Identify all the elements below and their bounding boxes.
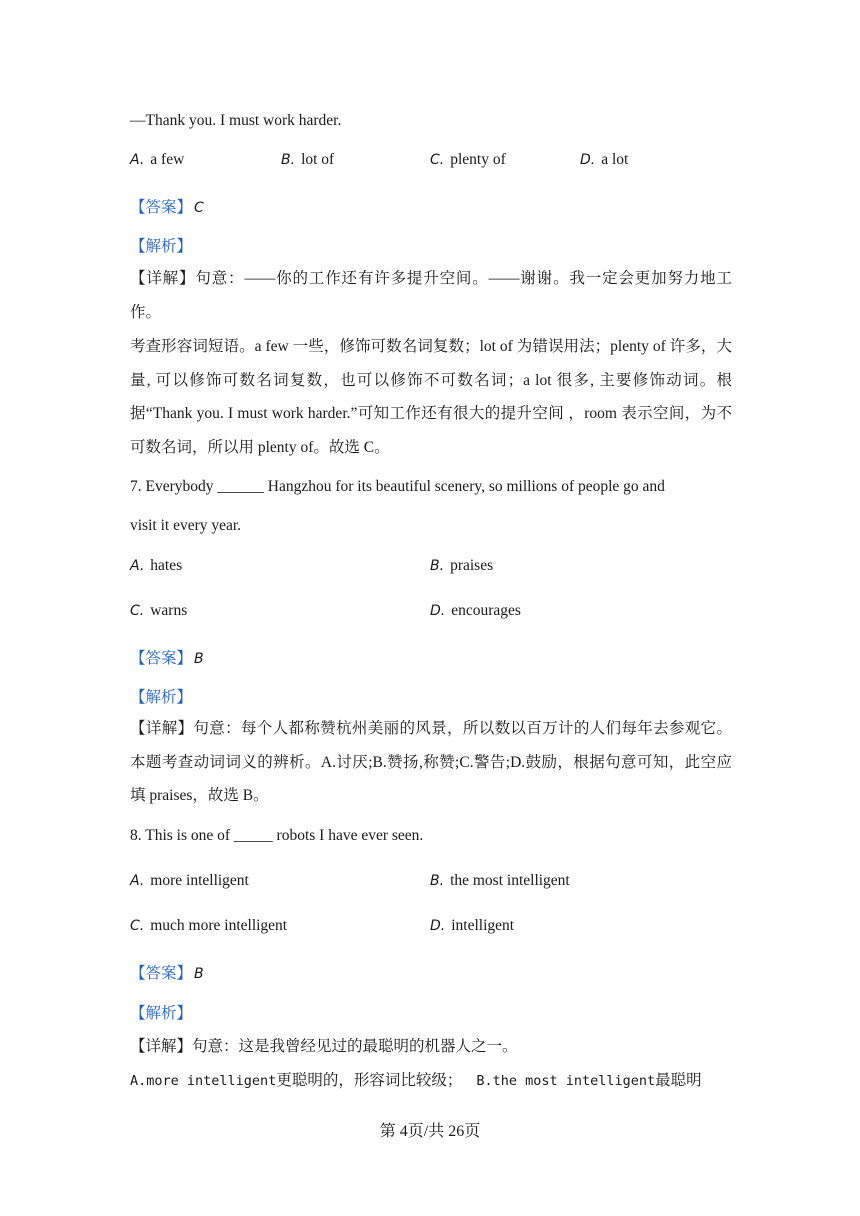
q8-option-d [430, 917, 514, 935]
option-letter: B. [430, 558, 445, 574]
option-letter: C. [430, 152, 445, 168]
option-letter: C. [130, 603, 145, 619]
q7-stem-line1: 7. Everybody ______ Hangzhou for its beautiful scenery, so millions of people go and [130, 478, 665, 495]
answer-letter: B [194, 651, 204, 667]
option-text: much more intelligent [150, 917, 288, 934]
q6-option-d [580, 151, 628, 169]
option-text: the most intelligent [450, 872, 570, 889]
option-text: intelligent [451, 917, 515, 934]
q6-detail: 【详解】句意：——你的工作还有许多提升空间。——谢谢。我一定会更加努力地工作。 [130, 270, 732, 321]
option-text: lot of [301, 151, 335, 168]
answer-tag: 【答案】 [130, 965, 193, 982]
q6-option-c [430, 151, 506, 169]
q6-option-a [130, 151, 184, 169]
option-letter: C. [130, 918, 145, 934]
answer-letter: B [194, 966, 204, 982]
q8-analysis-tag: 【解析】 [130, 1005, 193, 1022]
q7-stem-line2: visit it every year. [130, 517, 242, 534]
q8-option-a [130, 872, 249, 890]
option-letter: A. [130, 558, 145, 574]
option-letter: D. [430, 603, 446, 619]
answer-tag: 【答案】 [130, 650, 193, 667]
q7-answer [130, 646, 204, 668]
q8-stem: 8. This is one of _____ robots I have ever seen. [130, 827, 424, 844]
option-a-meaning: 更聪明的，形容词比较级； [276, 1072, 463, 1089]
q8-explanation-line [130, 1068, 732, 1090]
q7-analysis-tag: 【解析】 [130, 689, 193, 706]
option-text: a lot [601, 151, 629, 168]
option-letter: A. [130, 873, 145, 889]
q7-detail: 【详解】句意：每个人都称赞杭州美丽的风景，所以数以百万计的人们每年去参观它。本题考查动词词义的辨析。A.讨厌;B.赞扬,称赞;C.警告;D.鼓励，根据句意可知，此空应填 praises，故选 B。 [130, 720, 732, 804]
option-a-term: A.more intelligent [130, 1073, 277, 1089]
answer-tag: 【答案】 [130, 199, 193, 216]
page-footer: 第 4页/共 26页 [379, 1123, 481, 1140]
q8-option-c [130, 917, 287, 935]
q7-option-d [430, 602, 521, 620]
option-letter: D. [580, 152, 596, 168]
answer-letter: C [194, 200, 204, 216]
option-text: praises [450, 557, 494, 574]
option-letter: A. [130, 152, 145, 168]
q8-answer [130, 961, 204, 983]
option-text: a few [150, 151, 185, 168]
q6-answer [130, 195, 204, 217]
option-text: plenty of [450, 151, 506, 168]
option-letter: B. [430, 873, 445, 889]
q6-reply: —Thank you. I must work harder. [130, 112, 342, 129]
q6-explanation: 考查形容词短语。a few 一些，修饰可数名词复数；lot of 为错误用法；plenty of 许多，大量, 可以修饰可数名词复数，也可以修饰不可数名词；a lot 很多, 主要修饰动词。根据“Thank you. I must work harder.”可知工作还有很大的提升空间 ，room 表示空间，为不可数名词，所以用 plenty of。故选 C。 [130, 338, 732, 456]
q6-option-b [281, 151, 334, 169]
q7-option-a [130, 557, 182, 575]
option-letter: D. [430, 918, 446, 934]
option-text: encourages [451, 602, 521, 619]
q6-analysis-tag: 【解析】 [130, 238, 193, 255]
q8-option-b [430, 872, 570, 890]
option-b-meaning: 最聪明 [655, 1072, 702, 1089]
q8-detail: 【详解】句意：这是我曾经见过的最聪明的机器人之一。 [130, 1038, 518, 1055]
option-b-term: B.the most intelligent [476, 1073, 656, 1089]
q7-option-b [430, 557, 493, 575]
option-text: hates [150, 557, 183, 574]
option-text: more intelligent [150, 872, 249, 889]
q7-option-c [130, 602, 187, 620]
option-letter: B. [281, 152, 296, 168]
option-text: warns [150, 602, 188, 619]
